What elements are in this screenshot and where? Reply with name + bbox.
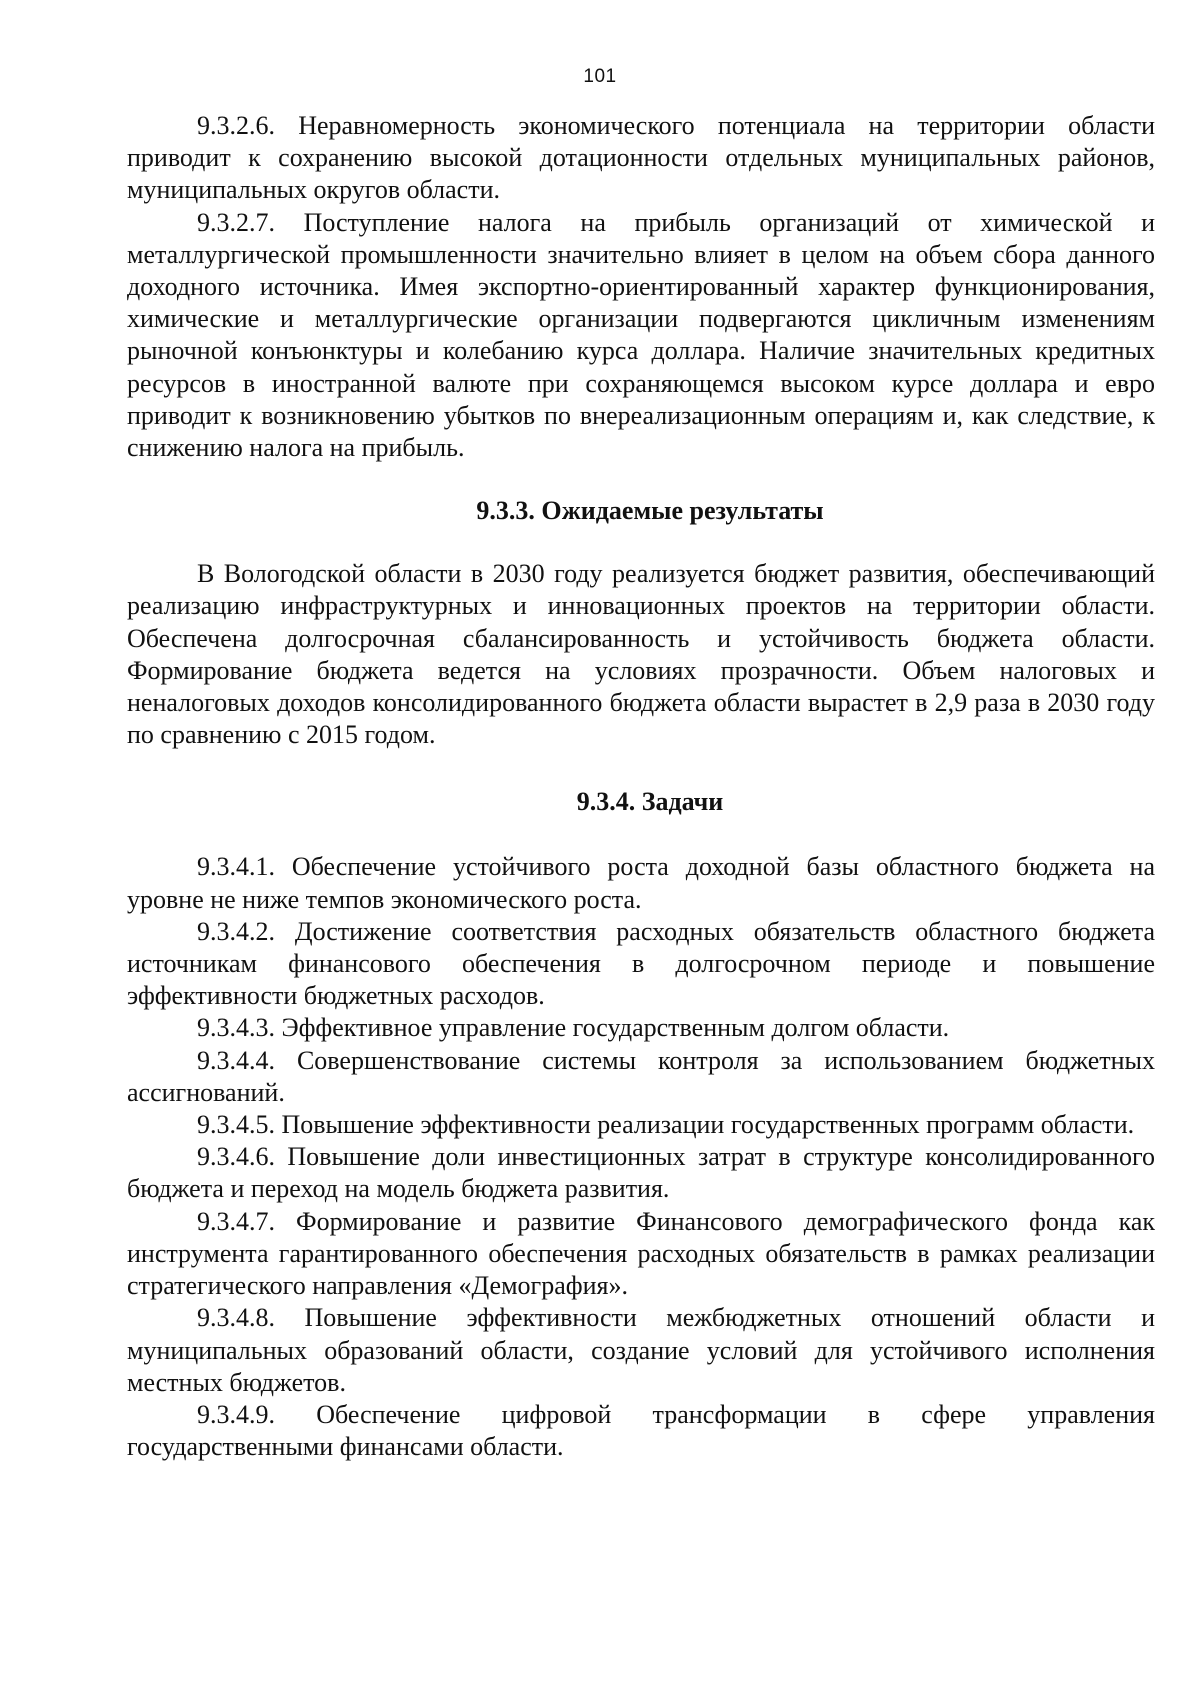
- task-9-3-4-3: 9.3.4.3. Эффективное управление государственным долгом области.: [197, 1013, 950, 1043]
- task-9-3-4-5: 9.3.4.5. Повышение эффективности реализации государственных программ области.: [197, 1110, 1135, 1140]
- document-body: [127, 110, 1155, 1463]
- page-number: 101: [583, 66, 617, 87]
- task-9-3-4-2: 9.3.4.2. Достижение соответствия расходных обязательств областного бюджета источникам финансового обеспечения в долгосрочном периоде и повышение эффективности бюджетных расходов.: [127, 916, 1155, 1011]
- paragraph-expected-results: В Вологодской области в 2030 году реализуется бюджет развития, обеспечивающий реализацию инфраструктурных и инновационных проектов на территории области. Обеспечена долгосрочная сбалансированность и устойчивость бюджета области. Формирование бюджета ведется на условиях прозрачности. Объем налоговых и неналоговых доходов консолидированного бюджета области вырастет в 2,9 раза в 2030 году по сравнению с 2015 годом.: [127, 559, 1155, 750]
- section-heading-expected-results: 9.3.3. Ожидаемые результаты: [476, 496, 824, 526]
- paragraph-9-3-2-7: 9.3.2.7. Поступление налога на прибыль организаций от химической и металлургической промышленности значительно влияет в целом на объем сбора данного доходного источника. Имея экспортно-ориентированный характер функционирования, химические и металлургические организации подвергаются цикличным изменениям рыночной конъюнктуры и колебанию курса доллара. Наличие значительных кредитных ресурсов в иностранной валюте при сохраняющемся высоком курсе доллара и евро приводит к возникновению убытков по внереализационным операциям и, как следствие, к снижению налога на прибыль.: [127, 207, 1155, 463]
- task-9-3-4-9: 9.3.4.9. Обеспечение цифровой трансформации в сфере управления государственными финансами области.: [127, 1399, 1155, 1462]
- task-9-3-4-6: 9.3.4.6. Повышение доли инвестиционных затрат в структуре консолидированного бюджета и переход на модель бюджета развития.: [127, 1142, 1155, 1204]
- task-9-3-4-1: 9.3.4.1. Обеспечение устойчивого роста доходной базы областного бюджета на уровне не ниже темпов экономического роста.: [127, 852, 1155, 914]
- paragraph-9-3-2-6: 9.3.2.6. Неравномерность экономического потенциала на территории области приводит к сохранению высокой дотационности отдельных муниципальных районов, муниципальных округов области.: [127, 111, 1155, 205]
- task-9-3-4-4: 9.3.4.4. Совершенствование системы контроля за использованием бюджетных ассигнований.: [127, 1045, 1155, 1107]
- task-9-3-4-7: 9.3.4.7. Формирование и развитие Финансового демографического фонда как инструмента гарантированного обеспечения расходных обязательств в рамках реализации стратегического направления «Демография».: [127, 1206, 1155, 1301]
- task-9-3-4-8: 9.3.4.8. Повышение эффективности межбюджетных отношений области и муниципальных образований области, создание условий для устойчивого исполнения местных бюджетов.: [127, 1303, 1155, 1397]
- section-heading-tasks: 9.3.4. Задачи: [576, 787, 724, 817]
